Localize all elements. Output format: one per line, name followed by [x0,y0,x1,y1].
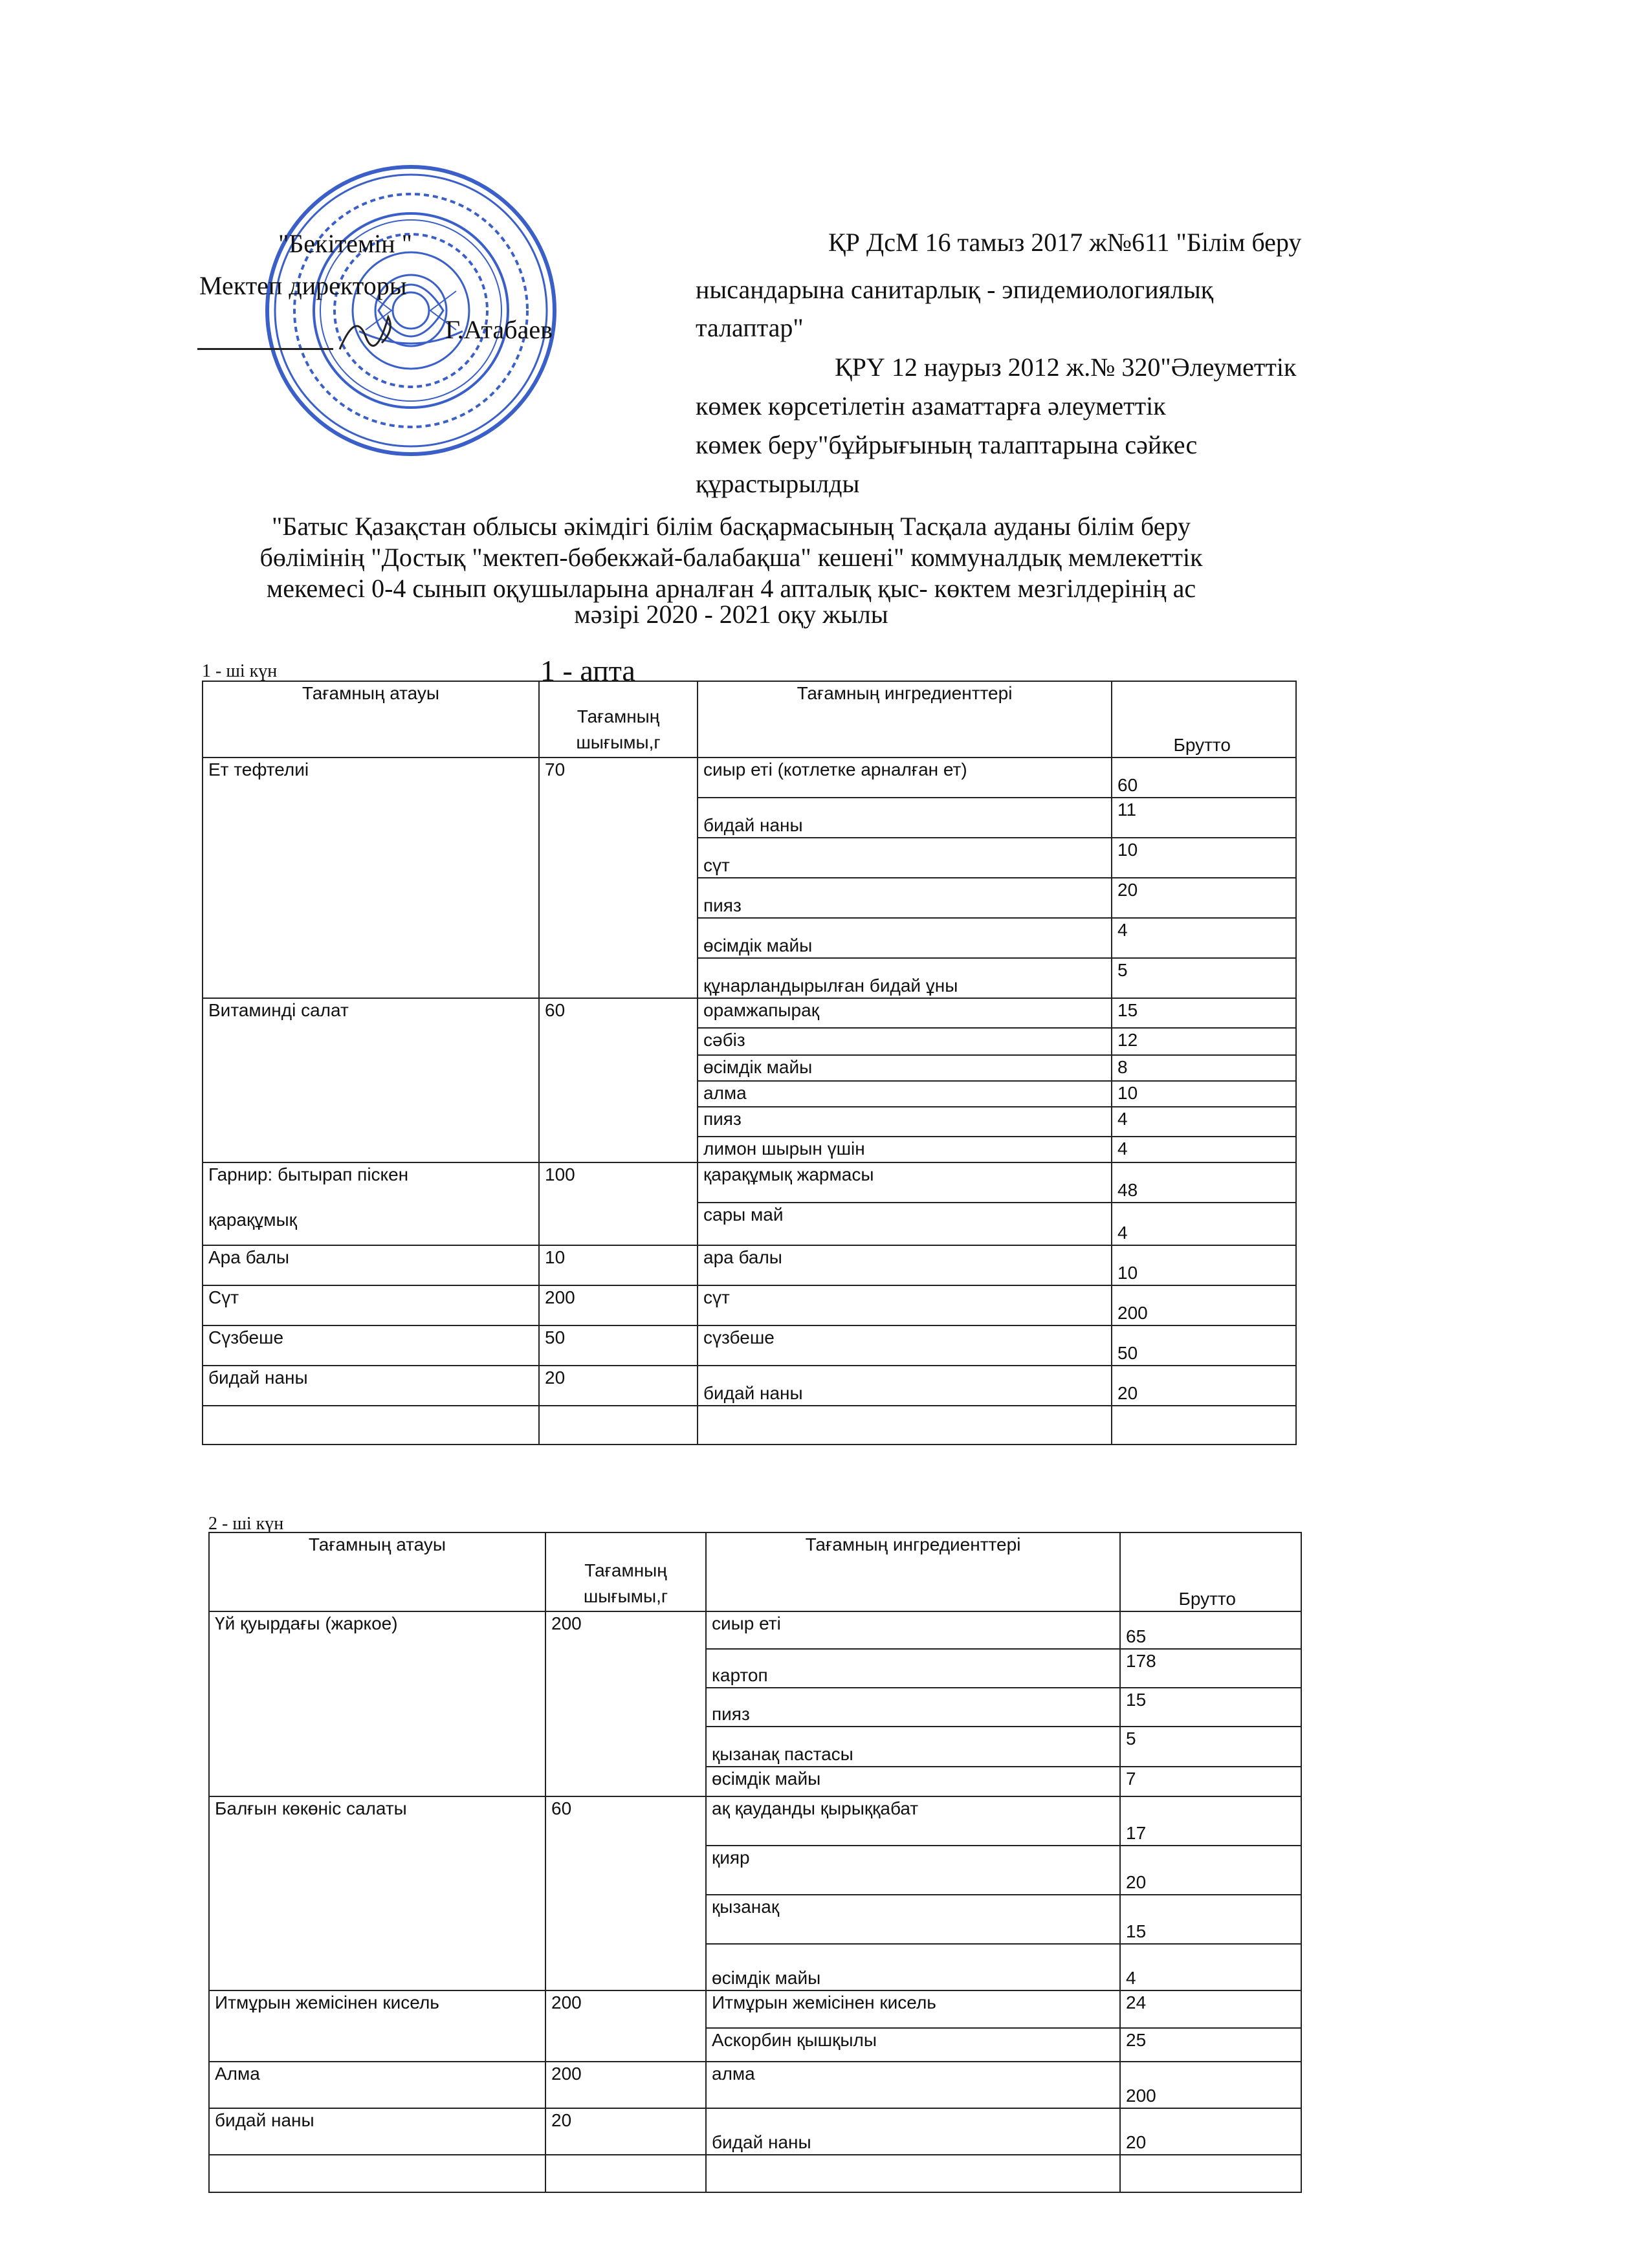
header-ingredients: Тағамның ингредиенттері [698,681,1112,758]
header-dish-name: Тағамның атауы [203,681,539,758]
dish-name-line-1: Гарнир: бытырап піскен [208,1164,409,1184]
ingredient-name: құнарландырылған бидай ұны [698,958,1112,998]
ingredient-name: картоп [706,1649,1120,1688]
director-position: Мектеп директоры [199,271,407,300]
dish-yield: 200 [545,1611,706,1796]
dish-yield: 70 [539,758,698,998]
week-label: 1 - апта [540,654,635,687]
ingredient-brutto: 20 [1120,2108,1301,2155]
ingredient-name: сиыр еті (котлетке арналған ет) [698,758,1112,798]
ingredient-name: қызанақ пастасы [706,1727,1120,1767]
ingredient-brutto: 5 [1120,1727,1301,1767]
ingredient-brutto: 4 [1112,918,1296,958]
ingredient-brutto: 4 [1112,1137,1296,1162]
signature [336,304,401,356]
signature-line [197,348,333,350]
ingredient-brutto: 50 [1112,1325,1296,1366]
ingredient-brutto: 24 [1120,1990,1301,2028]
dish-yield: 60 [539,998,698,1162]
ingredient-brutto: 10 [1112,1081,1296,1107]
director-name: Г.Атабаев [445,315,553,344]
ingredient-name: алма [706,2062,1120,2108]
header-yield [545,1532,706,1611]
ingredient-name: сәбіз [698,1028,1112,1055]
regulation-line-3: талаптар" [696,313,804,342]
ingredient-name: Аскорбин қышқылы [706,2028,1120,2062]
title-line-3: мекемесі 0-4 сынып оқушыларына арналған 4 апталық қыс- көктем мезгілдерінің ас [266,574,1196,603]
ingredient-name: пияз [698,1107,1112,1137]
ingredient-name: сары май [698,1203,1112,1245]
day-2-menu-table [208,1532,1302,2193]
empty-cell [209,2155,545,2192]
ingredient-brutto: 4 [1120,1944,1301,1990]
empty-cell [1120,2155,1301,2192]
dish-yield: 200 [545,1990,706,2062]
approval-title: "Бекітемін " [278,229,412,258]
ingredient-name: сүзбеше [698,1325,1112,1366]
dish-name: Алма [209,2062,545,2108]
ingredient-name: бидай наны [706,2108,1120,2155]
ingredient-name: сүт [698,1285,1112,1325]
ingredient-name: қызанақ [706,1895,1120,1944]
dish-yield: 50 [539,1325,698,1366]
ingredient-brutto: 48 [1112,1162,1296,1203]
regulation-line-4: ҚРҮ 12 наурыз 2012 ж.№ 320"Әлеуметтік [835,353,1297,382]
ingredient-name: өсімдік майы [698,1055,1112,1081]
ingredient-brutto: 20 [1120,1846,1301,1895]
ingredient-brutto: 4 [1112,1203,1296,1245]
ingredient-brutto: 60 [1112,758,1296,798]
dish-name: Итмұрын жемісінен кисель [209,1990,545,2062]
ingredient-name: орамжапырақ [698,998,1112,1028]
ingredient-brutto: 20 [1112,878,1296,918]
dish-name: Сүт [203,1285,539,1325]
empty-cell [539,1406,698,1445]
dish-name: Витаминді салат [203,998,539,1162]
ingredient-brutto: 15 [1120,1688,1301,1727]
dish-name-line-2: қарақұмық [208,1210,297,1230]
ingredient-brutto: 65 [1120,1611,1301,1649]
regulation-line-1: ҚР ДсМ 16 тамыз 2017 ж№611 "Білім беру [828,228,1302,257]
ingredient-name: Итмұрын жемісінен кисель [706,1990,1120,2028]
title-line-4: мәзірі 2020 - 2021 оқу жылы [574,600,888,629]
regulation-line-2: нысандарына санитарлық - эпидемиологиялық [696,275,1214,304]
ingredient-brutto: 8 [1112,1055,1296,1081]
day-2-label: 2 - ші күн [208,1514,284,1534]
ingredient-name: пияз [698,878,1112,918]
regulation-line-6: көмек беру"бұйрығының талаптарына сәйкес [696,430,1198,459]
ingredient-brutto: 178 [1120,1649,1301,1688]
ingredient-name: өсімдік майы [706,1944,1120,1990]
dish-yield: 100 [539,1162,698,1245]
ingredient-brutto: 15 [1112,998,1296,1028]
ingredient-name: бидай наны [698,1366,1112,1406]
ingredient-brutto: 11 [1112,798,1296,838]
ingredient-brutto: 7 [1120,1767,1301,1796]
dish-yield: 10 [539,1245,698,1285]
dish-yield: 20 [539,1366,698,1406]
day-1-label: 1 - ші күн [202,661,278,681]
ingredient-brutto: 20 [1112,1366,1296,1406]
header-yield-line-2: шығымы,г [583,1586,668,1606]
title-line-1: "Батыс Қазақстан облысы әкімдігі білім басқармасының Тасқала ауданы білім беру [272,512,1191,541]
header-yield [539,681,698,758]
dish-name: Сүзбеше [203,1325,539,1366]
ingredient-name: лимон шырын үшін [698,1137,1112,1162]
official-seal-stamp [262,162,560,459]
ingredient-brutto: 17 [1120,1796,1301,1846]
dish-name: Ара балы [203,1245,539,1285]
ingredient-name: сиыр еті [706,1611,1120,1649]
ingredient-name: қарақұмық жармасы [698,1162,1112,1203]
header-yield-line-1: Тағамның [577,706,660,726]
ingredient-brutto: 5 [1112,958,1296,998]
ingredient-name: сүт [698,838,1112,878]
dish-yield: 200 [545,2062,706,2108]
document-title [201,511,1262,630]
ingredient-brutto: 12 [1112,1028,1296,1055]
header-dish-name: Тағамның атауы [209,1532,545,1611]
dish-yield: 60 [545,1796,706,1990]
ingredient-name: ақ қауданды қырыққабат [706,1796,1120,1846]
header-ingredients: Тағамның ингредиенттері [706,1532,1120,1611]
ingredient-name: бидай наны [698,798,1112,838]
ingredient-brutto: 25 [1120,2028,1301,2062]
ingredient-name: қияр [706,1846,1120,1895]
header-yield-line-1: Тағамның [584,1560,667,1580]
ingredient-brutto: 10 [1112,838,1296,878]
ingredient-name: ара балы [698,1245,1112,1285]
header-brutto: Брутто [1112,681,1296,758]
empty-cell [545,2155,706,2192]
ingredient-brutto: 200 [1120,2062,1301,2108]
empty-cell [706,2155,1120,2192]
empty-cell [203,1406,539,1445]
ingredient-name: пияз [706,1688,1120,1727]
day-1-menu-table [202,681,1297,1445]
ingredient-brutto: 15 [1120,1895,1301,1944]
dish-name: бидай наны [209,2108,545,2155]
header-yield-line-2: шығымы,г [576,732,661,752]
regulation-line-5: көмек көрсетілетін азаматтарға әлеуметтік [696,391,1166,420]
title-line-2: бөлімінің "Достық "мектеп-бөбекжай-балабақша" кешені" коммуналдық мемлекеттік [259,543,1203,572]
header-brutto: Брутто [1120,1532,1301,1611]
ingredient-name: өсімдік майы [706,1767,1120,1796]
empty-cell [1112,1406,1296,1445]
ingredient-brutto: 10 [1112,1245,1296,1285]
ingredient-brutto: 200 [1112,1285,1296,1325]
dish-yield: 20 [545,2108,706,2155]
dish-name [203,1162,539,1245]
dish-name: Үй қуырдағы (жаркое) [209,1611,545,1796]
ingredient-brutto: 4 [1112,1107,1296,1137]
dish-name: Ет тефтелиі [203,758,539,998]
dish-name: бидай наны [203,1366,539,1406]
empty-cell [698,1406,1112,1445]
dish-yield: 200 [539,1285,698,1325]
ingredient-name: өсімдік майы [698,918,1112,958]
dish-name: Балғын көкөніс салаты [209,1796,545,1990]
regulation-line-7: құрастырылды [696,469,860,498]
ingredient-name: алма [698,1081,1112,1107]
